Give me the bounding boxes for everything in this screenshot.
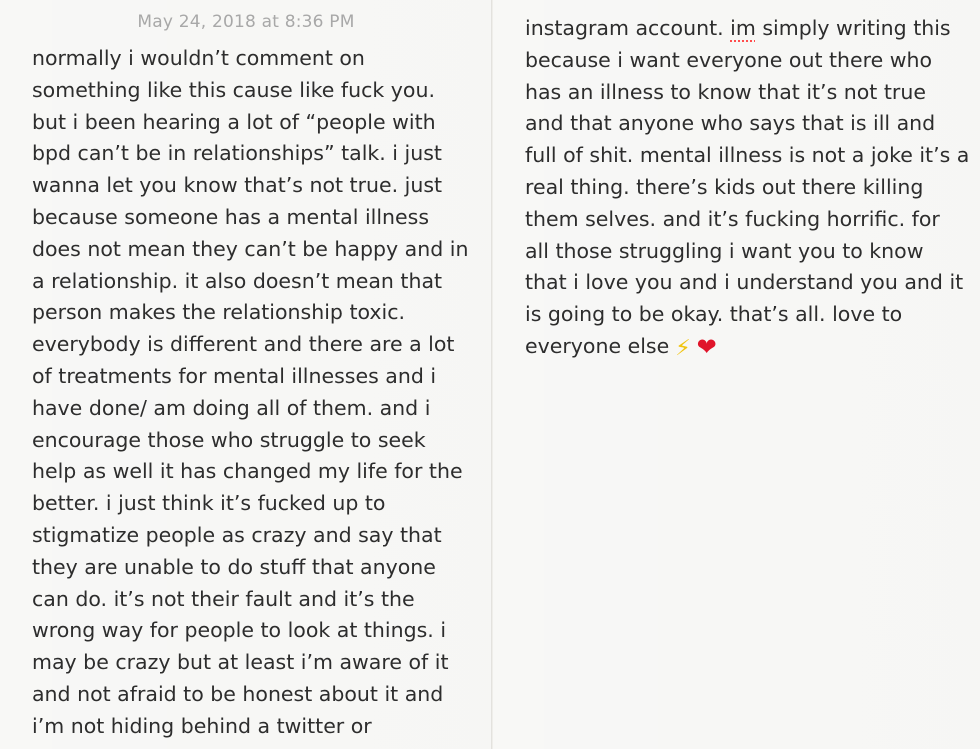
note-line: help as well it has changed my life for the (32, 459, 463, 484)
right-note-page (493, 0, 980, 749)
note-line: normally i wouldn’t comment on (32, 46, 365, 70)
note-line: have done/ am doing all of them. and i (32, 395, 431, 420)
note-line: does not mean they can’t be happy and in (32, 236, 469, 261)
note-line: they are unable to do stuff that anyone (32, 554, 436, 579)
note-line: everybody is different and there are a lot (32, 332, 455, 357)
note-text: simply writing this (755, 16, 951, 40)
note-line: may be crazy but at least i’m aware of it (32, 650, 449, 675)
note-line: something like this cause like fuck you. (32, 77, 435, 102)
note-final-line (525, 331, 969, 363)
note-line: because someone has a mental illness (32, 204, 429, 229)
spellcheck-flagged-word[interactable]: im (730, 16, 756, 40)
note-line: all those struggling i want you to know (525, 238, 924, 263)
note-line: but i been hearing a lot of “people with (32, 109, 436, 134)
note-timestamp: May 24, 2018 at 8:36 PM (137, 12, 355, 32)
note-line: real thing. there’s kids out there killing (525, 174, 924, 199)
note-line-with-spellcheck (525, 13, 969, 45)
note-line: and that anyone who says that is ill and (525, 111, 936, 136)
red-heart-icon: ❤ (696, 332, 717, 361)
note-line: can do. it’s not their fault and it’s the (32, 586, 415, 611)
note-line: stigmatize people as crazy and say that (32, 522, 442, 547)
note-line: has an illness to know that it’s not true (525, 79, 926, 104)
note-line: is going to be okay. that’s all. love to (525, 302, 903, 327)
note-line: wanna let you know that’s not true. just (32, 173, 443, 198)
note-line: i’m not hiding behind a twitter or (32, 713, 372, 738)
note-line: better. i just think it’s fucked up to (32, 491, 386, 516)
note-line: that i love you and i understand you and it (525, 270, 964, 295)
note-line: person makes the relationship toxic. (32, 300, 406, 325)
note-line: bpd can’t be in relationships” talk. i just (32, 141, 442, 166)
note-line: encourage those who struggle to seek (32, 427, 426, 452)
note-line: full of shit. mental illness is not a joke it’s a (525, 143, 970, 168)
note-line: wrong way for people to look at things. i (32, 618, 447, 643)
note-line: and not afraid to be honest about it and (32, 681, 444, 706)
note-line: of treatments for mental illnesses and i (32, 363, 437, 388)
left-note-body[interactable] (32, 43, 468, 743)
note-text: instagram account. (525, 16, 731, 40)
right-note-body[interactable] (525, 13, 969, 363)
note-text: everyone else (525, 333, 670, 358)
high-voltage-icon: ⚡ (675, 335, 691, 361)
faint-page-edge-text (549, 0, 889, 3)
note-line: them selves. and it’s fucking horrific. for (525, 206, 940, 231)
note-line: because i want everyone out there who (525, 47, 933, 72)
note-line: a relationship. it also doesn’t mean that (32, 268, 443, 293)
